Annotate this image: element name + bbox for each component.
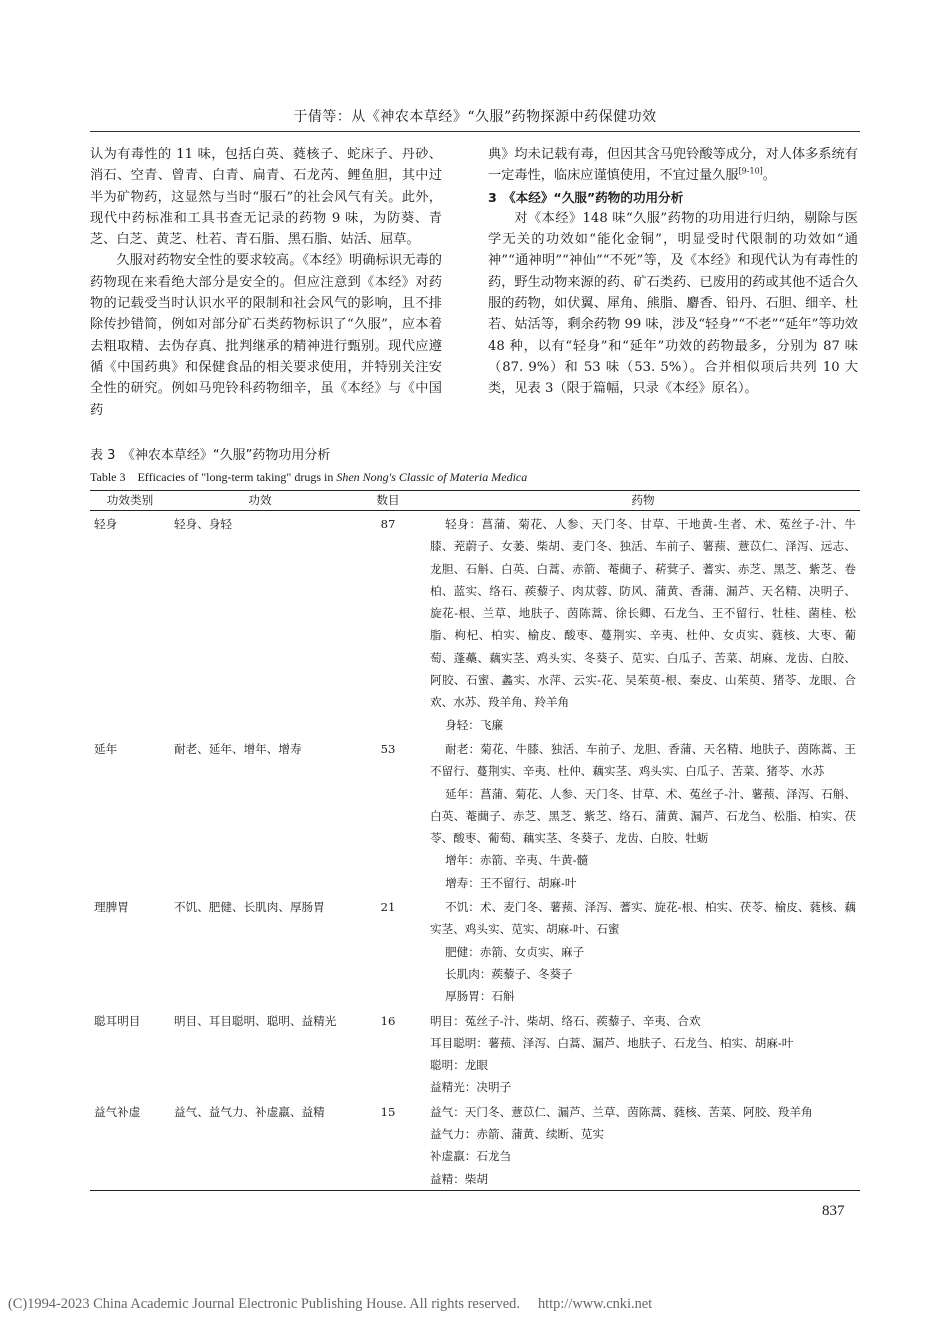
drug-line: 延年：菖蒲、菊花、人参、天门冬、甘草、术、菟丝子-汁、薯蓣、泽泻、石斛、白英、菴䕡子、赤芝、黑芝、紫芝、络石、蒲黄、漏芦、石龙刍、松脂、柏实、茯苓、酸枣、葡萄、藕实茎、冬葵子、龙齿、白胶、牡蛎	[430, 786, 856, 846]
drug-line: 益气：天门冬、薏苡仁、漏芦、兰草、茵陈蒿、蕤核、苦菜、阿胶、羖羊角	[430, 1104, 813, 1119]
copyright-footer	[8, 1296, 948, 1313]
row-drugs	[426, 1099, 860, 1191]
drug-line: 轻身：菖蒲、菊花、人参、天门冬、甘草、干地黄-生者、术、菟丝子-汁、牛膝、茺蔚子、女萎、柴胡、麦门冬、独活、车前子、薯蓣、薏苡仁、泽泻、远志、龙胆、石斛、白英、白蒿、赤箭、菴䕡子、菥蓂子、蓍实、赤芝、黑芝、紫芝、卷柏、蓝实、络石、蒺藜子、肉苁蓉、防风、蒲黄、香蒲、漏芦、天名精、决明子、旋花-根、兰草、地肤子、茵陈蒿、徐长卿、石龙刍、王不留行、牡桂、菌桂、松脂、枸杞、柏实、榆皮、酸枣、蔓荆实、辛夷、杜仲、女贞实、蕤核、大枣、葡萄、蓬蘽、藕实茎、鸡头实、冬葵子、苋实、白瓜子、苦菜、胡麻、龙齿、白胶、阿胶、石蜜、蠡实、水萍、云实-花、吴茱萸-根、秦皮、山茱萸、猪苓、龙眼、合欢、水苏、羖羊角、羚羊角	[430, 517, 856, 710]
row-count: 15	[350, 1099, 426, 1191]
header-rule	[90, 131, 860, 132]
drug-line: 益精光：决明子	[430, 1080, 512, 1095]
right-paragraph-1	[488, 144, 858, 187]
table-row	[90, 511, 860, 736]
row-drugs	[426, 736, 860, 894]
copyright-text: (C)1994-2023 China Academic Journal Electronic Publishing House. All rights reserved.	[8, 1296, 520, 1312]
drug-line: 身轻：飞廉	[445, 717, 504, 732]
table-caption-zh: 表 3 《神农本草经》“久服”药物功用分析	[90, 448, 331, 463]
row-drugs	[426, 1008, 860, 1099]
drug-line: 长肌肉：蒺藜子、冬葵子	[445, 966, 573, 981]
row-count: 87	[380, 517, 396, 531]
table-row	[90, 1008, 860, 1099]
left-paragraph-2: 久服对药物安全性的要求较高。《本经》明确标识无毒的药物现在来看绝大部分是安全的。但应注意到《本经》对药物的记载受当时认识水平的限制和社会风气的影响，且不排除传抄错简，例如对部分矿石类药物标识了“久服”，应本着去粗取精、去伪存真、批判继承的精神进行甄别。现代应遵循《中国药典》和保健食品的相关要求使用，并特别关注安全性的研究。例如马兜铃科药物细辛，虽《本经》与《中国药	[90, 253, 442, 418]
drug-line: 不饥：术、麦门冬、薯蓣、泽泻、蓍实、旋花-根、柏实、茯苓、榆皮、蕤核、藕实茎、鸡头实、苋实、胡麻-叶、石蜜	[430, 900, 856, 937]
left-paragraph-1: 认为有毒性的 11 味，包括白英、蕤核子、蛇床子、丹砂、消石、空青、曾青、白青、扁青、石龙芮、鲤鱼胆，其中过半为矿物药，这显然与当时“服石”的社会风气有关。此外，现代中药标准和工具书查无记录的药物 9 味，为防葵、青芝、白芝、黄芝、杜若、青石脂、黑石脂、姑活、屈草。	[90, 147, 442, 248]
row-count: 53	[380, 741, 396, 756]
right-paragraph-2: 对《本经》148 味“久服”药物的功用进行归纳，剔除与医学无关的功效如“能化金铜”，明显受时代限制的功效如“通神”“通神明”“神仙”“不死”等，及《本经》和现代认为有毒性的药，野生动物来源的药、矿石类药、已废用的药或其他不适合久服的药物，如伏翼、犀角、熊脂、麝香、铅丹、石胆、细辛、杜若、姑活等，剩余药物 99 味，涉及“轻身”“不老”“延年”等功效 48 种，以有“轻身”和“延年”功效的药物最多，分别为 87 味（87. 9%）和 53 味（53. 5%）。合并相似项后共列 10 大类，见表 3（限于篇幅，只录《本经》原名）。	[488, 210, 858, 397]
citation-ref: [9-10]	[738, 166, 763, 176]
drug-line: 明目：菟丝子-汁、柴胡、络石、蒺藜子、辛夷、合欢	[430, 1013, 701, 1028]
row-category: 聪耳明目	[94, 1013, 141, 1028]
row-count: 16	[380, 1013, 396, 1028]
table-caption-en-title: Shen Nong's Classic of Materia Medica	[336, 470, 528, 484]
row-category: 轻身	[94, 517, 118, 531]
efficacy-table	[90, 490, 860, 1191]
row-effects: 轻身、身轻	[174, 517, 232, 531]
drug-line: 增年：赤箭、辛夷、牛黄-髓	[445, 853, 589, 868]
page-number: 837	[822, 1203, 845, 1219]
row-effects: 益气、益气力、补虚羸、益精	[170, 1099, 350, 1191]
drug-line: 补虚羸：石龙刍	[430, 1149, 512, 1164]
table-caption-en	[90, 468, 527, 485]
table-caption-en-prefix: Table 3 Efficacies of "long-term taking" drugs in	[90, 470, 337, 484]
row-drugs	[426, 894, 860, 1007]
drug-line: 耳目聪明：薯蓣、泽泻、白蒿、漏芦、地肤子、石龙刍、柏实、胡麻-叶	[430, 1035, 794, 1050]
table-header-row	[90, 491, 860, 511]
row-drugs	[426, 511, 860, 736]
right-column	[488, 144, 858, 400]
row-category: 理脾胃	[94, 900, 129, 915]
left-column	[90, 144, 442, 421]
row-count: 21	[380, 900, 396, 915]
section-heading: 3 《本经》“久服”药物的功用分析	[488, 189, 684, 205]
row-effects: 明目、耳目聪明、聪明、益精光	[174, 1013, 337, 1028]
drug-line: 聪明：龙眼	[430, 1058, 488, 1073]
header-effect: 功效	[170, 491, 350, 511]
row-effects: 不饥、肥健、长肌肉、厚肠胃	[174, 900, 325, 915]
drug-line: 肥健：赤箭、女贞实、麻子	[445, 944, 585, 959]
header-category: 功效类别	[90, 491, 170, 511]
right-paragraph-1-end: 。	[762, 168, 776, 184]
drug-line: 增寿：王不留行、胡麻-叶	[445, 875, 577, 890]
header-count: 数目	[350, 491, 426, 511]
drug-line: 益气力：赤箭、蒲黄、续断、苋实	[430, 1127, 604, 1142]
row-category: 延年	[94, 741, 118, 756]
table-row	[90, 736, 860, 894]
drug-line: 厚肠胃：石斛	[445, 989, 515, 1004]
drug-line: 益精：柴胡	[430, 1171, 488, 1186]
cnki-link[interactable]: http://www.cnki.net	[537, 1296, 653, 1312]
right-paragraph-1-text: 典》均未记载有毒，但因其含马兜铃酸等成分，对人体多系统有一定毒性，临床应谨慎使用，不宜过量久服	[488, 147, 858, 184]
running-header: 于倩等：从《神农本草经》“久服”药物探源中药保健功效	[293, 109, 657, 125]
table-row	[90, 1099, 860, 1191]
table-row	[90, 894, 860, 1007]
header-drugs: 药物	[426, 491, 860, 511]
row-category: 益气补虚	[90, 1099, 170, 1191]
row-effects: 耐老、延年、增年、增寿	[174, 741, 302, 756]
drug-line: 耐老：菊花、牛膝、独活、车前子、龙胆、香蒲、天名精、地肤子、茵陈蒿、王不留行、蔓荆实、辛夷、杜仲、藕实茎、鸡头实、白瓜子、苦菜、猪苓、水苏	[430, 741, 856, 779]
